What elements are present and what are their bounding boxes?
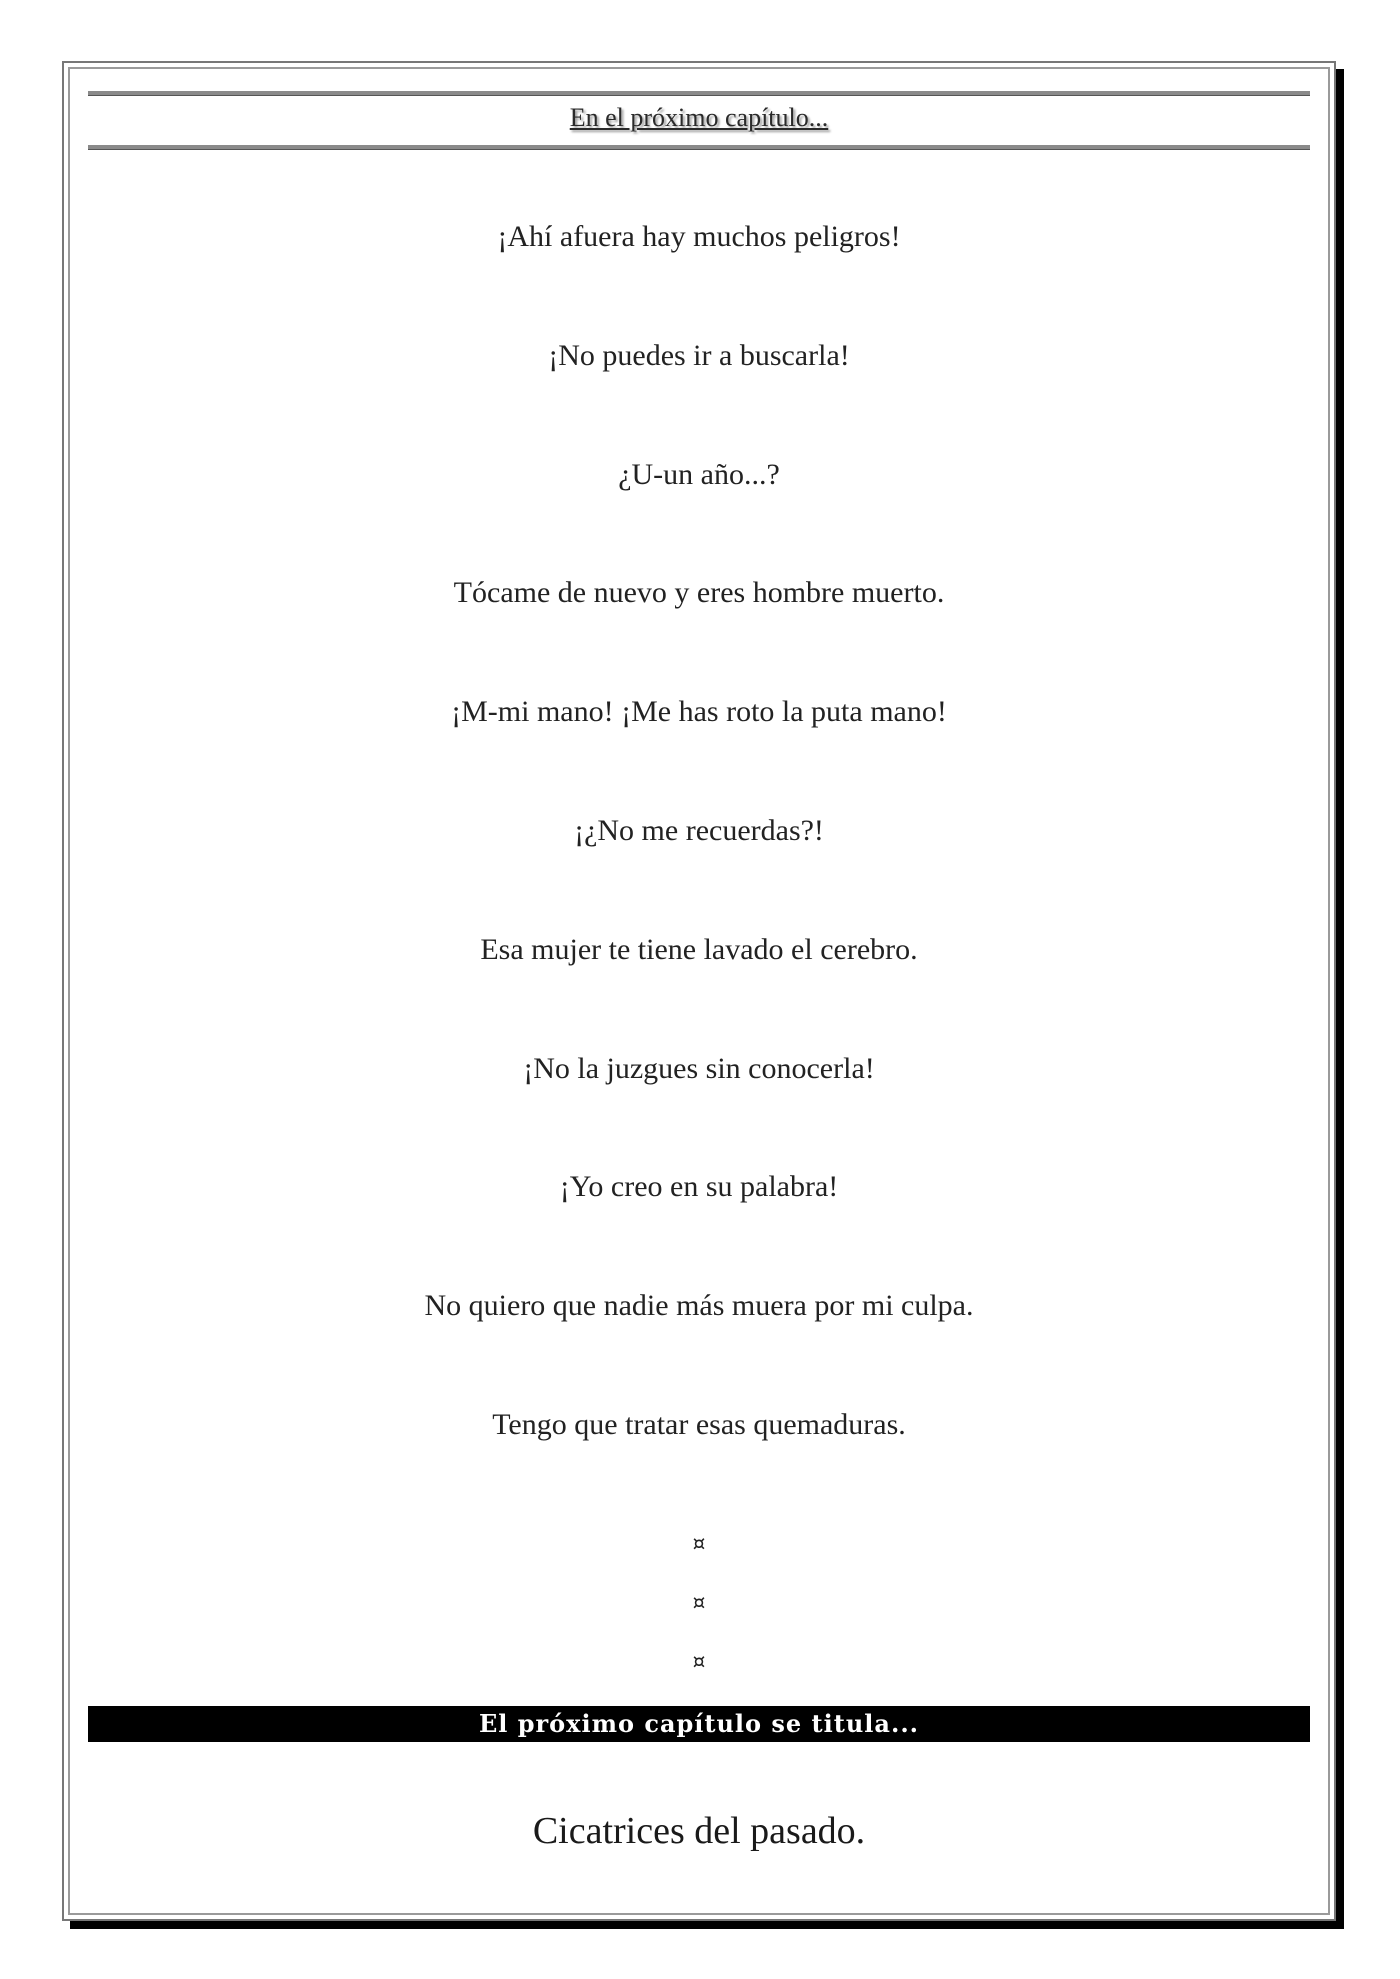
dialogue-line: ¡M-mi mano! ¡Me has roto la puta mano! xyxy=(451,695,947,729)
dialogue-line: ¡No puedes ir a buscarla! xyxy=(548,338,850,372)
next-chapter-title: Cicatrices del pasado. xyxy=(532,1810,866,1852)
separator-glyph: ¤ xyxy=(692,1531,706,1555)
separator-list xyxy=(70,1531,1328,1708)
separator-glyph: ¤ xyxy=(692,1649,706,1673)
dialogue-line: ¿U-un año...? xyxy=(618,457,780,491)
dialogue-line: ¡Ahí afuera hay muchos peligros! xyxy=(497,220,901,253)
header-rule-bottom xyxy=(88,145,1310,150)
separator-glyph: ¤ xyxy=(692,1590,706,1614)
dialogue-line: Tócame de nuevo y eres hombre muerto. xyxy=(453,576,945,610)
dialogue-line: Tengo que tratar esas quemaduras. xyxy=(492,1407,906,1441)
dialogue-line: Esa mujer te tiene lavado el cerebro. xyxy=(480,932,918,966)
dialogue-line: ¡No la juzgues sin conocerla! xyxy=(523,1051,875,1085)
dialogue-line: No quiero que nadie más muera por mi culpa. xyxy=(424,1289,974,1323)
dialogue-line: ¡Yo creo en su palabra! xyxy=(559,1170,839,1204)
dialogue-line: ¡¿No me recuerdas?! xyxy=(574,813,824,847)
dialogue-list xyxy=(70,219,1328,1526)
header-rule-top xyxy=(88,91,1310,96)
next-chapter-banner: El próximo capítulo se titula... xyxy=(88,1706,1310,1742)
page-frame xyxy=(62,61,1336,1921)
page-frame-inner-border xyxy=(68,67,1330,1915)
header-title: En el próximo capítulo... xyxy=(569,103,829,132)
